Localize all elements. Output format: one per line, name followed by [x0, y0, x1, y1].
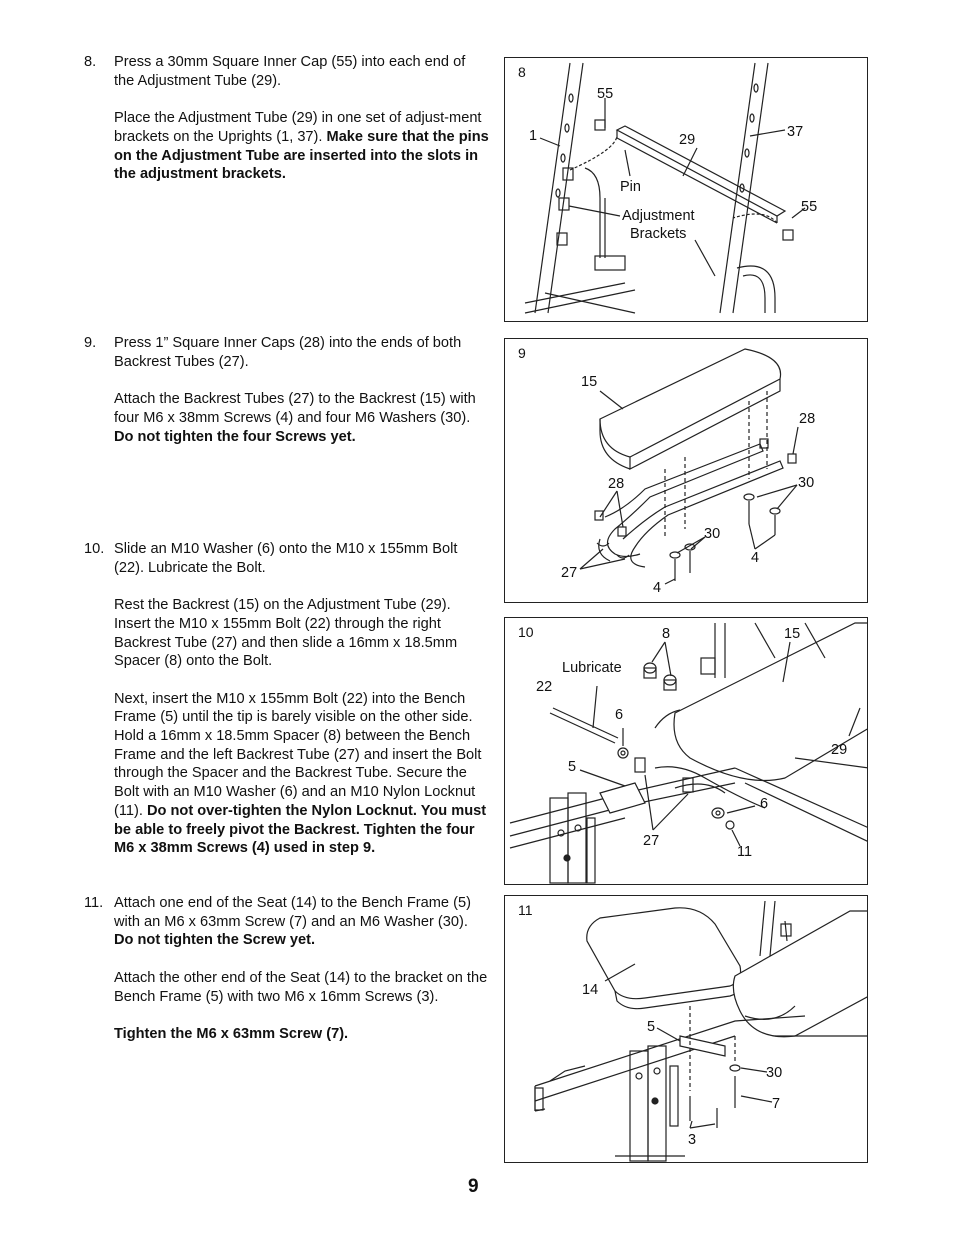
step-warning: Do not over-tighten the Nylon Locknut. You must be able to freely pivot the Backrest. Tighten the four M6 x 38mm Screws (4) used in step 9. [114, 802, 487, 857]
figure-number: 8 [518, 64, 526, 80]
step-text: Press 1” Square Inner Caps (28) into the ends of both Backrest Tubes (27). [114, 335, 462, 370]
figure-step-9 [504, 338, 868, 603]
part-label-4: 4 [751, 550, 760, 566]
step-warning: Do not tighten the four Screws yet. [114, 428, 356, 445]
step-warning: Make sure that the pins on the Adjustment Tube are inserted into the slots in the adjustment brackets. [114, 128, 489, 183]
figure-number: 10 [518, 624, 534, 640]
label-lubricate: Lubricate [562, 660, 622, 676]
figure-number: 9 [518, 345, 526, 361]
part-label-3: 3 [688, 1132, 697, 1148]
part-label-37: 37 [787, 124, 804, 140]
step-text [114, 390, 489, 446]
step-text: Attach the other end of the Seat (14) to the bracket on the Bench Frame (5) with two M6 x 16mm Screws (3). [114, 969, 488, 1005]
part-label-7: 7 [772, 1096, 781, 1112]
label-brackets: Brackets [630, 226, 687, 242]
part-label-30: 30 [704, 526, 721, 542]
step-warning: Do not tighten the Screw yet. [114, 932, 316, 949]
part-label-30: 30 [766, 1065, 783, 1081]
part-label-28: 28 [799, 411, 816, 427]
part-label-6: 6 [615, 707, 624, 723]
figure-9-drawing [505, 339, 868, 603]
step-warning: Tighten the M6 x 63mm Screw (7). [114, 1025, 349, 1042]
part-label-55: 55 [597, 86, 614, 102]
figure-8-drawing [505, 58, 868, 322]
figure-10-drawing [505, 618, 868, 885]
step-text: Slide an M10 Washer (6) onto the M10 x 155mm Bolt (22). Lubricate the Bolt. [114, 541, 458, 576]
step-9 [84, 334, 489, 446]
part-label-1: 1 [529, 128, 538, 144]
part-label-6: 6 [760, 796, 769, 812]
part-label-30: 30 [798, 475, 815, 491]
part-label-55: 55 [801, 199, 818, 215]
part-label-29: 29 [831, 742, 848, 758]
part-label-5: 5 [568, 759, 577, 775]
part-label-27: 27 [643, 833, 660, 849]
step-number: 11. [84, 895, 104, 911]
figure-step-8 [504, 57, 868, 322]
part-label-11: 11 [737, 844, 753, 860]
step-number: 8. [84, 54, 97, 70]
step-text [114, 894, 489, 950]
step-text [114, 690, 489, 858]
part-label-15: 15 [581, 374, 598, 390]
part-label-28: 28 [608, 476, 625, 492]
step-text-plain: Place the Adjustment Tube (29) in one set of adjust-ment brackets on the Uprights (1, 37). [114, 110, 482, 145]
step-text-plain: Attach one end of the Seat (14) to the Bench Frame (5) with an M6 x 63mm Screw (7) and an M6 Washer (30). [114, 895, 471, 930]
part-label-29: 29 [679, 132, 696, 148]
figure-step-11 [504, 895, 868, 1163]
part-label-15: 15 [784, 626, 801, 642]
figure-step-10 [504, 617, 868, 885]
part-label-27: 27 [561, 565, 578, 581]
part-label-14: 14 [582, 982, 599, 998]
page-number: 9 [468, 1176, 479, 1197]
step-number: 9. [84, 335, 97, 351]
step-10 [84, 540, 489, 858]
label-adjustment: Adjustment [622, 208, 695, 224]
part-label-22: 22 [536, 679, 553, 695]
figure-number: 11 [518, 902, 533, 918]
step-text-plain: Attach the Backrest Tubes (27) to the Backrest (15) with four M6 x 38mm Screws (4) and four M6 Washers (30). [114, 391, 476, 426]
step-8 [84, 53, 489, 184]
step-text: Press a 30mm Square Inner Cap (55) into each end of the Adjustment Tube (29). [114, 54, 466, 89]
part-label-5: 5 [647, 1019, 656, 1035]
step-11 [84, 894, 489, 1044]
step-text-plain: Next, insert the M10 x 155mm Bolt (22) into the Bench Frame (5) until the tip is barely visible on the other side. Hold a 16mm x 18.5mm Spacer (8) between the Bench Frame and the left Backrest Tube (27) and insert the Bolt through the Spacer and the Backrest Tube. Secure the Bolt with an M10 Washer (6) and an M10 Nylon Locknut (11). [114, 690, 482, 819]
step-text: Rest the Backrest (15) on the Adjustment Tube (29). Insert the M10 x 155mm Bolt (22) through the right Backrest Tube (27) and then slide a 16mm x 18.5mm Spacer (8) onto the Bolt. [114, 597, 458, 670]
step-number: 10. [84, 541, 105, 557]
label-pin: Pin [620, 179, 641, 195]
step-text [114, 109, 489, 184]
part-label-4: 4 [653, 580, 662, 596]
figure-11-drawing [505, 896, 868, 1163]
part-label-8: 8 [662, 626, 671, 642]
step-text [114, 1025, 489, 1044]
